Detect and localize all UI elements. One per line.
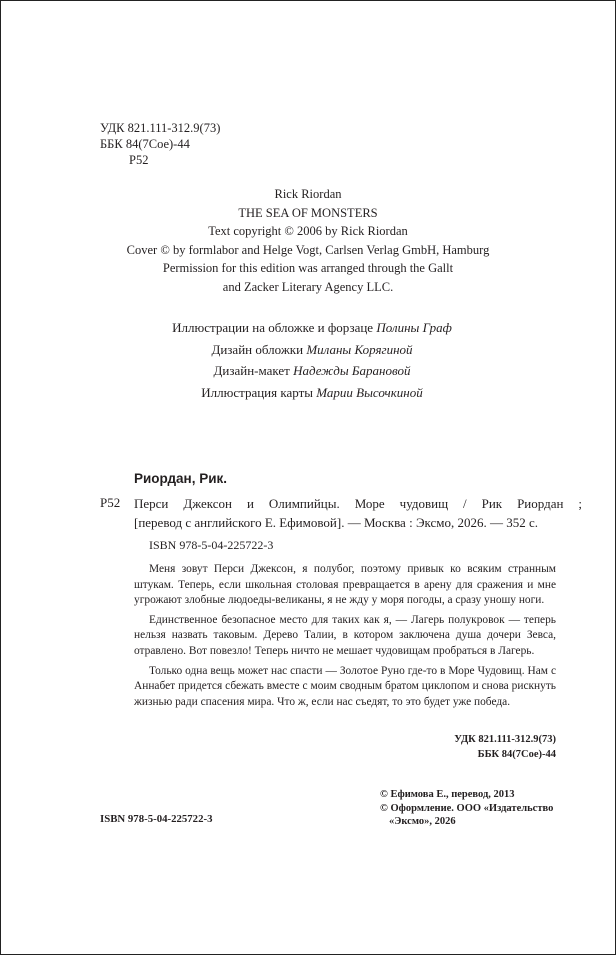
rights-block bbox=[380, 788, 580, 829]
text-copyright: Text copyright © 2006 by Rick Riordan bbox=[208, 224, 408, 239]
credits-block bbox=[0, 317, 616, 403]
credit-name: Надежды Барановой bbox=[293, 363, 411, 378]
credit-line bbox=[0, 339, 616, 361]
udk-code: УДК 821.111-312.9(73) bbox=[100, 121, 221, 135]
translation-rights: © Ефимова Е., перевод, 2013 bbox=[380, 789, 515, 800]
original-title: THE SEA OF MONSTERS bbox=[238, 205, 378, 220]
udc-block-bottom bbox=[400, 732, 556, 762]
credit-role: Иллюстрация карты bbox=[201, 384, 313, 400]
annotation-paragraph: Только одна вещь может нас спасти — Золотое Руно где-то в Море Чудовищ. Нам с Аннабет придется сбежать вместе с моим сводным братом циклопом и снова рискнуть жизнью ради спасения мира. Что ж, если нас съедят, то это будет уже победа. bbox=[134, 664, 556, 708]
author-mark: Р52 bbox=[129, 153, 149, 167]
credit-role: Дизайн обложки bbox=[211, 341, 304, 357]
catalog-code: Р52 bbox=[100, 495, 121, 510]
cover-copyright: Cover © by formlabor and Helge Vogt, Carlsen Verlag GmbH, Hamburg bbox=[126, 242, 490, 257]
credit-name: Полины Граф bbox=[376, 320, 452, 335]
credit-role: Иллюстрации на обложке и форзаце bbox=[172, 320, 374, 335]
bbk-code: ББК 84(7Сое)-44 bbox=[100, 137, 190, 151]
annotation-paragraph: Меня зовут Перси Джексон, я полубог, поэтому привык ко всяким странным штукам. Теперь, если школьная столовая превращается в арену для сражения и мне угрожают злобные людоеды-великаны, я не жду у моря погоды, а сразу уношу ноги. bbox=[134, 563, 556, 607]
credit-line bbox=[0, 382, 616, 404]
permission-line-2: and Zacker Literary Agency LLC. bbox=[222, 279, 394, 294]
udk-code-bottom: УДК 821.111-312.9(73) bbox=[454, 734, 556, 745]
udc-block-top bbox=[100, 120, 220, 168]
original-author: Rick Riordan bbox=[274, 187, 342, 201]
annotation bbox=[134, 562, 556, 710]
catalog-author: Риордан, Рик. bbox=[134, 471, 228, 486]
catalog-line-1: Перси Джексон и Олимпийцы. Море чудовищ / Рик Риордан ; bbox=[134, 496, 582, 511]
permission-line-1: Permission for this edition was arranged through the Gallt bbox=[162, 261, 454, 276]
credit-role: Дизайн-макет bbox=[213, 363, 290, 378]
credit-line bbox=[0, 317, 616, 339]
credit-name: Миланы Корягиной bbox=[306, 341, 413, 357]
catalog-isbn: ISBN 978-5-04-225722-3 bbox=[149, 538, 274, 552]
catalog-line-2: [перевод с английского Е. Ефимовой]. — Москва : Эксмо, 2026. — 352 с. bbox=[134, 515, 539, 530]
isbn-bottom: ISBN 978-5-04-225722-3 bbox=[100, 813, 213, 825]
design-rights-2: «Эксмо», 2026 bbox=[389, 816, 456, 828]
design-rights-1: © Оформление. ООО «Издательство bbox=[380, 802, 554, 814]
catalog-description bbox=[134, 494, 582, 532]
copyright-block bbox=[0, 185, 616, 297]
annotation-paragraph: Единственное безопасное место для таких как я, — Лагерь полукровок — теперь нельзя назвать таковым. Дерево Талии, в котором заключена душа дочери Зевса, отравлено. Вот повезло! Теперь ничто не мешает чудовищам пробраться в Лагерь. bbox=[134, 613, 556, 657]
bbk-code-bottom: ББК 84(7Сое)-44 bbox=[477, 749, 556, 760]
credit-line bbox=[0, 360, 616, 382]
credit-name: Марии Высочкиной bbox=[316, 384, 423, 400]
